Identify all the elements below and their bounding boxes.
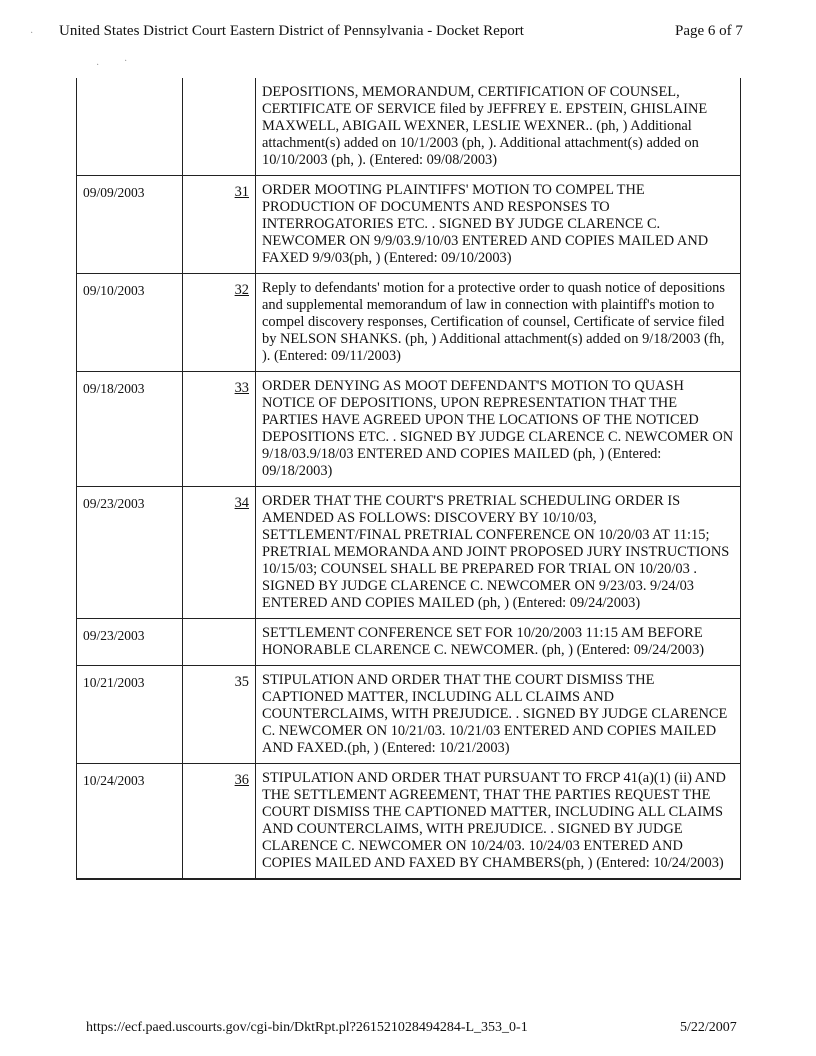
entry-date: 09/09/2003 — [77, 176, 183, 274]
scan-speck: · — [96, 60, 100, 71]
entry-date: 09/10/2003 — [77, 274, 183, 372]
table-row — [77, 274, 741, 372]
table-row — [77, 372, 741, 487]
entry-text: STIPULATION AND ORDER THAT THE COURT DISMISS THE CAPTIONED MATTER, INCLUDING ALL CLAIMS AND COUNTERCLAIMS, WITH PREJUDICE. . SIGNED BY JUDGE CLARENCE C. NEWCOMER ON 10/21/03. 10/21/03 ENTERED AND COPIES MAILED AND FAXED.(ph, ) (Entered: 10/21/2003) — [256, 666, 741, 764]
entry-number-link[interactable]: 32 — [234, 282, 249, 298]
entry-text: DEPOSITIONS, MEMORANDUM, CERTIFICATION OF COUNSEL, CERTIFICATE OF SERVICE filed by JEFFREY E. EPSTEIN, GHISLAINE MAXWELL, ABIGAIL WEXNER, LESLIE WEXNER.. (ph, ) Additional attachment(s) added on 10/1/2003 (ph, ). Additional attachment(s) added on 10/10/2003 (ph, ). (Entered: 09/08/2003) — [256, 78, 741, 176]
footer-url: https://ecf.paed.uscourts.gov/cgi-bin/DktRpt.pl?261521028494284-L_353_0-1 — [86, 1020, 528, 1035]
table-row — [77, 487, 741, 619]
table-row — [77, 764, 741, 880]
entry-text: ORDER THAT THE COURT'S PRETRIAL SCHEDULING ORDER IS AMENDED AS FOLLOWS: DISCOVERY BY 10/10/03, SETTLEMENT/FINAL PRETRIAL CONFERENCE ON 10/20/03 AT 11:15; PRETRIAL MEMORANDA AND JOINT PROPOSED JURY INSTRUCTIONS 10/15/03; COUNSEL SHALL BE PREPARED FOR TRIAL ON 10/20/03 . SIGNED BY JUDGE CLARENCE C. NEWCOMER ON 9/23/03. 9/24/03 ENTERED AND COPIES MAILED (ph, ) (Entered: 09/24/2003) — [256, 487, 741, 619]
entry-number-cell — [183, 666, 256, 764]
entry-number-link[interactable]: 34 — [234, 495, 249, 511]
entry-number-cell — [183, 176, 256, 274]
entry-number-cell — [183, 619, 256, 666]
entry-number-cell — [183, 78, 256, 176]
entry-text: SETTLEMENT CONFERENCE SET FOR 10/20/2003 11:15 AM BEFORE HONORABLE CLARENCE C. NEWCOMER. (ph, ) (Entered: 09/24/2003) — [256, 619, 741, 666]
entry-number-link[interactable]: 36 — [234, 772, 249, 788]
entry-text: Reply to defendants' motion for a protective order to quash notice of depositions and supplemental memorandum of law in connection with plaintiff's motion to compel discovery responses, Certification of counsel, Certificate of service filed by NELSON SHANKS. (ph, ) Additional attachment(s) added on 9/18/2003 (fh, ). (Entered: 09/11/2003) — [256, 274, 741, 372]
entry-number-link[interactable]: 31 — [234, 184, 249, 200]
table-row — [77, 78, 741, 176]
page-number: Page 6 of 7 — [675, 23, 743, 39]
footer-date: 5/22/2007 — [680, 1020, 737, 1035]
entry-number-cell — [183, 274, 256, 372]
header-title: United States District Court Eastern District of Pennsylvania - Docket Report — [59, 23, 524, 39]
entry-number: 35 — [234, 674, 249, 690]
entry-number-cell — [183, 372, 256, 487]
entry-date: 09/18/2003 — [77, 372, 183, 487]
entry-text: ORDER MOOTING PLAINTIFFS' MOTION TO COMPEL THE PRODUCTION OF DOCUMENTS AND RESPONSES TO INTERROGATORIES ETC. . SIGNED BY JUDGE CLARENCE C. NEWCOMER ON 9/9/03.9/10/03 ENTERED AND COPIES MAILED AND FAXED 9/9/03(ph, ) (Entered: 09/10/2003) — [256, 176, 741, 274]
entry-date: 09/23/2003 — [77, 619, 183, 666]
entry-date: 09/23/2003 — [77, 487, 183, 619]
entry-date: 10/21/2003 — [77, 666, 183, 764]
entry-text: ORDER DENYING AS MOOT DEFENDANT'S MOTION TO QUASH NOTICE OF DEPOSITIONS, UPON REPRESENTATION THAT THE PARTIES HAVE AGREED UPON THE LOCATIONS OF THE NOTICED DEPOSITIONS ETC. . SIGNED BY JUDGE CLARENCE C. NEWCOMER ON 9/18/03.9/18/03 ENTERED AND COPIES MAILED (ph, ) (Entered: 09/18/2003) — [256, 372, 741, 487]
scan-speck: · — [30, 28, 34, 39]
entry-number-link[interactable]: 33 — [234, 380, 249, 396]
scan-speck: · — [124, 56, 128, 67]
entry-number-cell — [183, 764, 256, 880]
entry-date: 10/24/2003 — [77, 764, 183, 880]
table-row — [77, 666, 741, 764]
table-row — [77, 176, 741, 274]
docket-table — [76, 78, 741, 880]
entry-text: STIPULATION AND ORDER THAT PURSUANT TO FRCP 41(a)(1) (ii) AND THE SETTLEMENT AGREEMENT, THAT THE PARTIES REQUEST THE COURT DISMISS THE CAPTIONED MATTER, INCLUDING ALL CLAIMS AND COUNTERCLAIMS, WITH PREJUDICE. . SIGNED BY JUDGE CLARENCE C. NEWCOMER ON 10/24/03. 10/24/03 ENTERED AND COPIES MAILED AND FAXED BY CHAMBERS(ph, ) (Entered: 10/24/2003) — [256, 764, 741, 880]
entry-date — [77, 78, 183, 176]
entry-number-cell — [183, 487, 256, 619]
table-row — [77, 619, 741, 666]
